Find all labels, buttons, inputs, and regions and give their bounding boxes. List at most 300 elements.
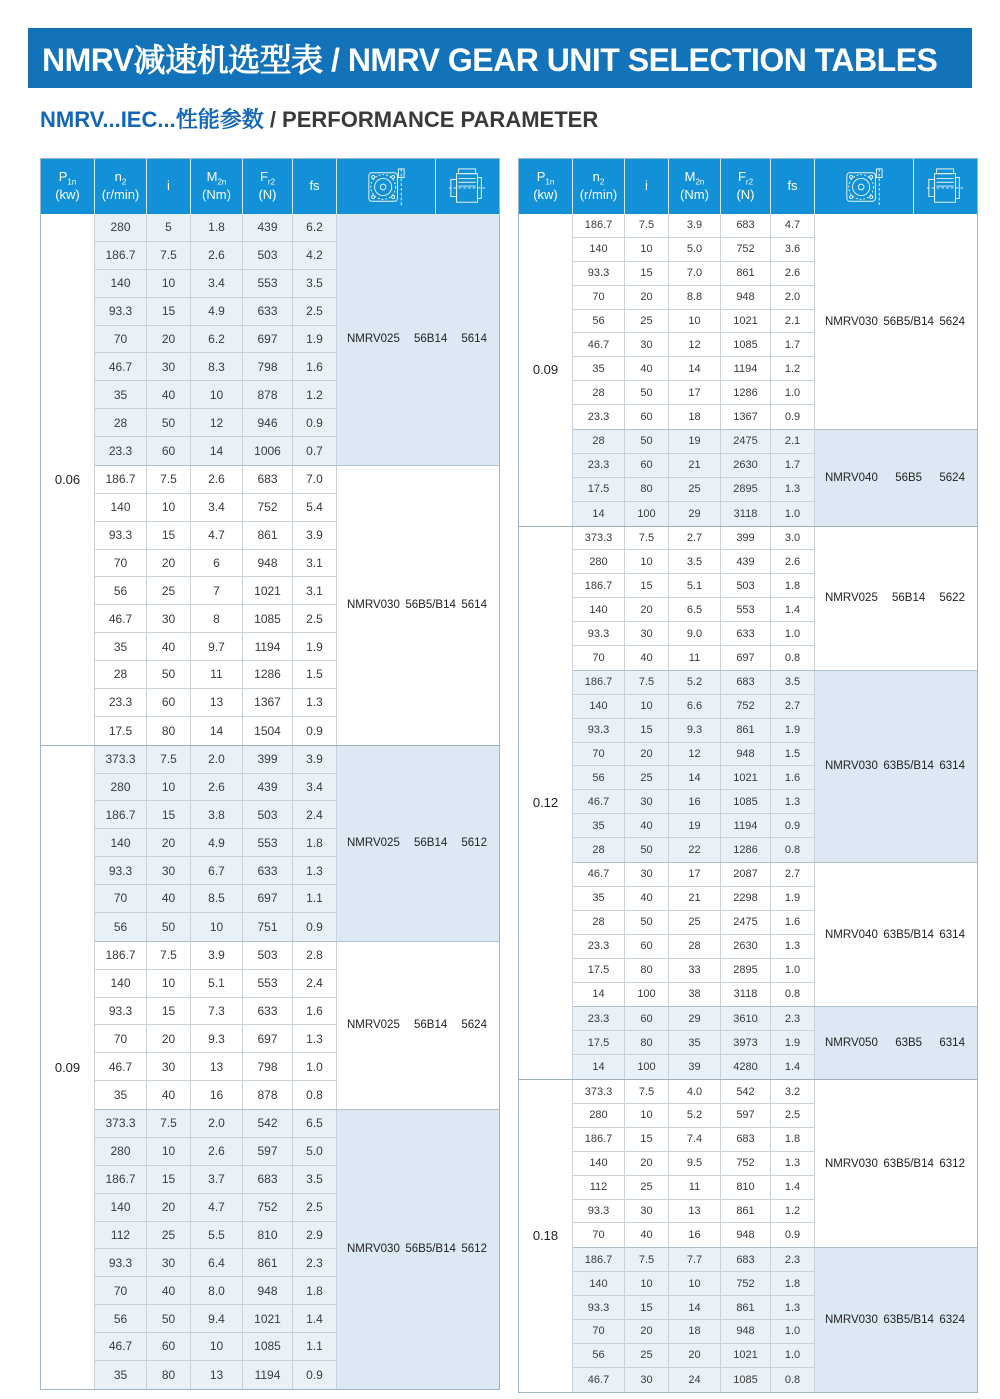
table-cell: 9.3 <box>191 1025 243 1053</box>
table-cell: 186.7 <box>573 1248 625 1272</box>
table-cell: 38 <box>669 983 721 1007</box>
power-section <box>41 745 499 1389</box>
table-cell: 4.7 <box>191 522 243 550</box>
table-row <box>573 1344 815 1368</box>
table-row <box>573 838 815 862</box>
table-row <box>573 695 815 719</box>
model-cell <box>815 863 977 1006</box>
gear-unit-group <box>573 1006 977 1079</box>
table-cell: 3.1 <box>293 550 337 578</box>
table-cell: 4.7 <box>191 1194 243 1222</box>
table-cell: 399 <box>721 527 771 551</box>
model-flange: 56B5/B14 <box>883 315 934 328</box>
table-cell: 186.7 <box>573 574 625 598</box>
table-row <box>95 242 337 270</box>
table-cell: 112 <box>573 1176 625 1200</box>
table-cell: 697 <box>243 1025 293 1053</box>
table-cell: 30 <box>147 605 191 633</box>
power-value: 0.09 <box>41 746 95 1389</box>
table-cell: 752 <box>721 238 771 262</box>
table-row <box>573 478 815 502</box>
power-section <box>519 526 977 1079</box>
table-cell: 20 <box>147 326 191 354</box>
model-code: 6314 <box>939 1037 965 1050</box>
section-groups <box>573 214 977 526</box>
table-cell: 1.8 <box>771 1272 815 1296</box>
model-flange: 63B5/B14 <box>883 928 934 941</box>
table-row <box>573 238 815 262</box>
model-flange: 56B14 <box>413 333 448 346</box>
table-cell: 12 <box>191 409 243 437</box>
model-line <box>825 1158 965 1170</box>
table-cell: 373.3 <box>573 1080 625 1104</box>
table-cell: 46.7 <box>573 1368 625 1392</box>
model-code: 5612 <box>461 1243 487 1256</box>
table-cell: 861 <box>243 1249 293 1277</box>
table-row <box>95 1222 337 1250</box>
table-cell: 553 <box>243 270 293 298</box>
table-cell: 0.9 <box>771 814 815 838</box>
model-cell <box>337 1110 499 1389</box>
table-row <box>95 214 337 242</box>
table-cell: 30 <box>147 857 191 885</box>
table-cell: 35 <box>573 357 625 381</box>
table-cell: 280 <box>573 1104 625 1128</box>
header-unit: (kw) <box>55 187 80 202</box>
group-rows <box>95 942 337 1109</box>
table-cell: 25 <box>147 577 191 605</box>
table-cell: 140 <box>95 829 147 857</box>
table-cell: 3118 <box>721 502 771 526</box>
group-rows <box>573 671 815 862</box>
table-cell: 186.7 <box>573 1128 625 1152</box>
table-cell: 1.3 <box>293 1025 337 1053</box>
section-groups <box>95 746 499 1389</box>
header-unit: (Nm) <box>680 187 709 202</box>
table-cell: 4280 <box>721 1055 771 1079</box>
table-cell: 10 <box>625 238 669 262</box>
table-cell: 373.3 <box>95 1110 147 1138</box>
table-cell: 1.8 <box>771 574 815 598</box>
table-cell: 683 <box>721 1248 771 1272</box>
table-row <box>573 214 815 238</box>
table-cell: 50 <box>625 838 669 862</box>
table-row <box>95 1249 337 1277</box>
table-cell: 14 <box>191 437 243 465</box>
gear-unit-group <box>573 214 977 429</box>
table-cell: 1.6 <box>293 353 337 381</box>
table-cell: 5.0 <box>669 238 721 262</box>
table-cell: 60 <box>625 935 669 959</box>
table-row <box>573 550 815 574</box>
table-cell: 7.5 <box>625 214 669 238</box>
table-cell: 1.4 <box>293 1305 337 1333</box>
table-cell: 861 <box>721 262 771 286</box>
table-row <box>573 1320 815 1344</box>
table-cell: 683 <box>721 1128 771 1152</box>
table-cell: 15 <box>147 998 191 1026</box>
header-symbol: $F_{r2}$ <box>259 169 276 188</box>
model-line <box>825 592 965 604</box>
table-cell: 0.8 <box>771 1368 815 1392</box>
table-cell: 948 <box>721 1223 771 1247</box>
model-name: NMRV030 <box>347 1243 400 1256</box>
table-row <box>95 1277 337 1305</box>
table-cell: 6.4 <box>191 1249 243 1277</box>
table-row <box>573 262 815 286</box>
table-cell: 2.5 <box>293 298 337 326</box>
table-cell: 20 <box>625 286 669 310</box>
table-cell: 1367 <box>721 405 771 429</box>
table-cell: 10 <box>625 695 669 719</box>
table-cell: 50 <box>625 430 669 454</box>
table-cell: 186.7 <box>573 214 625 238</box>
table-cell: 946 <box>243 409 293 437</box>
table-cell: 1286 <box>721 838 771 862</box>
model-cell <box>337 466 499 745</box>
table-cell: 140 <box>573 1152 625 1176</box>
table-cell: 186.7 <box>95 466 147 494</box>
table-cell: 30 <box>147 1053 191 1081</box>
model-cell <box>815 1248 977 1391</box>
table-cell: 19 <box>669 430 721 454</box>
table-row <box>95 298 337 326</box>
table-row <box>573 1200 815 1224</box>
table-cell: 1194 <box>721 814 771 838</box>
table-cell: 23.3 <box>573 454 625 478</box>
table-cell: 439 <box>243 214 293 242</box>
table-cell: 60 <box>147 689 191 717</box>
table-row <box>573 887 815 911</box>
table-row <box>95 353 337 381</box>
table-cell: 683 <box>243 1166 293 1194</box>
table-cell: 1.0 <box>771 622 815 646</box>
table-cell: 1194 <box>243 1361 293 1389</box>
table-cell: 7.5 <box>625 1080 669 1104</box>
model-cell <box>815 527 977 670</box>
table-cell: 28 <box>573 381 625 405</box>
model-line <box>825 316 965 328</box>
table-cell: 2.0 <box>191 1110 243 1138</box>
gear-unit-group <box>573 1080 977 1247</box>
table-cell: 23.3 <box>573 1007 625 1031</box>
table-row <box>573 1248 815 1272</box>
table-cell: 70 <box>573 286 625 310</box>
table-row <box>573 1055 815 1079</box>
banner <box>28 28 972 88</box>
table-cell: 35 <box>95 1081 147 1109</box>
table-cell: 40 <box>147 381 191 409</box>
section-groups <box>573 1080 977 1392</box>
table-cell: 0.8 <box>771 838 815 862</box>
table-cell: 5 <box>147 214 191 242</box>
table-cell: 12 <box>669 743 721 767</box>
table-cell: 70 <box>95 550 147 578</box>
table-cell: 553 <box>243 829 293 857</box>
header-symbol: $M_{2n}$ <box>206 169 227 188</box>
table-cell: 1286 <box>721 381 771 405</box>
table-cell: 1085 <box>243 605 293 633</box>
section-groups <box>95 214 499 745</box>
table-row <box>95 829 337 857</box>
table-cell: 70 <box>95 885 147 913</box>
table-cell: 50 <box>625 911 669 935</box>
table-cell: 2.7 <box>771 863 815 887</box>
table-cell: 21 <box>669 454 721 478</box>
table-cell: 70 <box>573 1223 625 1247</box>
table-cell: 0.8 <box>293 1081 337 1109</box>
table-row <box>95 270 337 298</box>
table-cell: 100 <box>625 502 669 526</box>
table-cell: 373.3 <box>95 746 147 774</box>
table-cell: 46.7 <box>573 863 625 887</box>
model-cell <box>337 942 499 1109</box>
model-cell <box>815 1080 977 1247</box>
table-cell: 1.4 <box>771 598 815 622</box>
model-code: 6312 <box>939 1157 965 1170</box>
model-flange: 56B5/B14 <box>405 599 456 612</box>
table-row <box>95 633 337 661</box>
table-cell: 7.5 <box>147 466 191 494</box>
table-cell: 46.7 <box>95 605 147 633</box>
power-section <box>519 214 977 526</box>
table-cell: 25 <box>625 1176 669 1200</box>
table-cell: 1006 <box>243 437 293 465</box>
table-cell: 18 <box>669 405 721 429</box>
table-cell: 1.0 <box>771 959 815 983</box>
table-cell: 56 <box>95 1305 147 1333</box>
model-line <box>825 929 965 941</box>
table-row <box>95 942 337 970</box>
table-cell: 50 <box>147 913 191 941</box>
table-cell: 3.0 <box>771 527 815 551</box>
table-cell: 861 <box>721 719 771 743</box>
selection-table-right <box>518 158 978 1393</box>
table-cell: 810 <box>721 1176 771 1200</box>
model-name: NMRV030 <box>825 1157 878 1170</box>
table-cell: 2298 <box>721 887 771 911</box>
table-cell: 56 <box>573 766 625 790</box>
model-code: 5614 <box>461 333 487 346</box>
table-cell: 2.4 <box>293 801 337 829</box>
group-rows <box>573 1248 815 1391</box>
header-cell-fr2 <box>721 159 771 214</box>
table-cell: 13 <box>669 1200 721 1224</box>
header-unit: (kw) <box>533 187 558 202</box>
table-cell: 93.3 <box>573 719 625 743</box>
table-cell: 80 <box>625 959 669 983</box>
model-flange: 63B5 <box>895 1037 923 1050</box>
table-cell: 633 <box>243 298 293 326</box>
table-cell: 40 <box>625 814 669 838</box>
model-flange: 56B14 <box>891 592 926 605</box>
model-name: NMRV025 <box>825 592 878 605</box>
table-cell: 14 <box>573 983 625 1007</box>
table-cell: 752 <box>243 1194 293 1222</box>
table-row <box>95 1110 337 1138</box>
table-cell: 40 <box>147 1081 191 1109</box>
table-cell: 50 <box>625 381 669 405</box>
table-cell: 80 <box>625 478 669 502</box>
model-name: NMRV040 <box>825 471 878 484</box>
table-cell: 1.9 <box>771 887 815 911</box>
table-cell: 93.3 <box>95 998 147 1026</box>
table-cell: 14 <box>669 357 721 381</box>
table-cell: 70 <box>95 1025 147 1053</box>
table-cell: 1.6 <box>771 766 815 790</box>
table-row <box>573 814 815 838</box>
table-cell: 20 <box>625 1152 669 1176</box>
table-cell: 1.0 <box>771 1320 815 1344</box>
table-cell: 7.5 <box>625 527 669 551</box>
table-cell: 7.0 <box>293 466 337 494</box>
table-cell: 20 <box>147 1025 191 1053</box>
table-cell: 1.4 <box>771 1176 815 1200</box>
header-symbol: i <box>167 178 170 194</box>
table-cell: 30 <box>625 863 669 887</box>
table-cell: 7.5 <box>147 242 191 270</box>
table-cell: 4.2 <box>293 242 337 270</box>
table-cell: 20 <box>625 1320 669 1344</box>
table-cell: 1.1 <box>293 885 337 913</box>
table-row <box>573 286 815 310</box>
table-cell: 503 <box>243 942 293 970</box>
header-unit: (r/min) <box>101 187 140 202</box>
table-cell: 35 <box>95 381 147 409</box>
group-rows <box>573 527 815 670</box>
table-cell: 8.5 <box>191 885 243 913</box>
table-cell: 2895 <box>721 959 771 983</box>
table-cell: 1.2 <box>771 357 815 381</box>
table-cell: 186.7 <box>95 942 147 970</box>
model-flange: 56B14 <box>413 1019 448 1032</box>
table-row <box>573 983 815 1007</box>
table-cell: 5.2 <box>669 671 721 695</box>
table-cell: 60 <box>625 454 669 478</box>
table-cell: 46.7 <box>573 790 625 814</box>
table-cell: 0.9 <box>771 405 815 429</box>
table-cell: 1085 <box>721 333 771 357</box>
table-cell: 948 <box>243 550 293 578</box>
table-cell: 3.9 <box>669 214 721 238</box>
motor-icon <box>436 159 499 214</box>
table-cell: 2475 <box>721 430 771 454</box>
table-row <box>573 405 815 429</box>
model-code: 5624 <box>939 315 965 328</box>
table-cell: 17 <box>669 381 721 405</box>
table-cell: 25 <box>669 911 721 935</box>
table-cell: 3118 <box>721 983 771 1007</box>
table-cell: 2.6 <box>191 774 243 802</box>
table-cell: 15 <box>147 801 191 829</box>
table-cell: 140 <box>95 970 147 998</box>
table-cell: 10 <box>669 310 721 334</box>
table-cell: 93.3 <box>573 1200 625 1224</box>
gear-unit-icon <box>815 159 914 214</box>
table-cell: 28 <box>573 838 625 862</box>
gear-unit-group <box>95 214 499 465</box>
table-row <box>95 1305 337 1333</box>
table-cell: 1085 <box>243 1333 293 1361</box>
table-cell: 6.2 <box>191 326 243 354</box>
gear-unit-group <box>573 429 977 526</box>
table-cell: 948 <box>721 743 771 767</box>
table-cell: 6 <box>191 550 243 578</box>
table-row <box>573 790 815 814</box>
table-cell: 2.6 <box>771 262 815 286</box>
table-cell: 2.5 <box>771 1104 815 1128</box>
table-row <box>95 1166 337 1194</box>
table-cell: 28 <box>95 409 147 437</box>
model-name: NMRV025 <box>347 1019 400 1032</box>
table-cell: 12 <box>669 333 721 357</box>
table-cell: 18 <box>669 1320 721 1344</box>
table-cell: 2.5 <box>293 1194 337 1222</box>
power-value: 0.09 <box>519 214 573 526</box>
table-row <box>95 689 337 717</box>
table-cell: 46.7 <box>95 353 147 381</box>
header-unit: (N) <box>258 187 277 202</box>
table-cell: 1.6 <box>771 911 815 935</box>
model-code: 6314 <box>939 760 965 773</box>
table-cell: 439 <box>721 550 771 574</box>
table-cell: 29 <box>669 502 721 526</box>
table-cell: 23.3 <box>573 405 625 429</box>
table-cell: 40 <box>625 357 669 381</box>
table-cell: 28 <box>573 430 625 454</box>
table-row <box>95 326 337 354</box>
table-row <box>573 574 815 598</box>
table-cell: 14 <box>573 502 625 526</box>
table-cell: 1.6 <box>293 998 337 1026</box>
table-cell: 11 <box>191 661 243 689</box>
table-cell: 1.5 <box>293 661 337 689</box>
table-cell: 100 <box>625 983 669 1007</box>
header-unit: (N) <box>736 187 755 202</box>
table-cell: 140 <box>95 270 147 298</box>
table-row <box>95 437 337 465</box>
group-rows <box>573 1080 815 1247</box>
table-cell: 186.7 <box>95 242 147 270</box>
table-cell: 46.7 <box>573 333 625 357</box>
table-cell: 1.3 <box>771 790 815 814</box>
model-line <box>347 1019 487 1031</box>
table-row <box>573 1176 815 1200</box>
table-cell: 503 <box>721 574 771 598</box>
table-cell: 2.3 <box>771 1248 815 1272</box>
table-cell: 3.4 <box>191 494 243 522</box>
table-cell: 16 <box>191 1081 243 1109</box>
table-cell: 2.1 <box>771 310 815 334</box>
header-cell-fr2 <box>243 159 293 214</box>
table-cell: 15 <box>147 522 191 550</box>
header-cell-p1n <box>519 159 573 214</box>
model-line <box>825 760 965 772</box>
table-cell: 280 <box>95 214 147 242</box>
table-cell: 948 <box>721 1320 771 1344</box>
table-cell: 186.7 <box>95 1166 147 1194</box>
table-cell: 7.7 <box>669 1248 721 1272</box>
table-cell: 3610 <box>721 1007 771 1031</box>
table-cell: 8 <box>191 605 243 633</box>
table-cell: 597 <box>243 1138 293 1166</box>
header-symbol: $P_{1n}$ <box>536 169 555 188</box>
table-cell: 1.0 <box>293 1053 337 1081</box>
table-cell: 697 <box>243 885 293 913</box>
table-cell: 10 <box>147 270 191 298</box>
model-line <box>347 333 487 345</box>
table-cell: 5.4 <box>293 494 337 522</box>
